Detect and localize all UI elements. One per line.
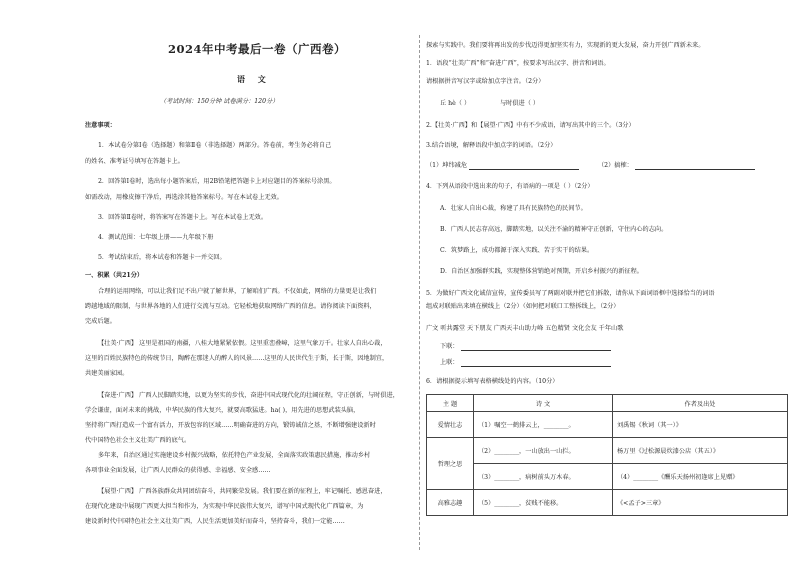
exam-title: 2024年中考最后一卷（广西卷） <box>168 42 347 56</box>
question-3-label-a: （1）坤纬减危 <box>426 162 468 169</box>
couplet-lower-label: 下联： <box>440 343 459 350</box>
note-line: 如需改动，用橡皮擦干净后，再选涂其他答案标号。写在本试卷上无效。 <box>85 194 283 201</box>
answer-blank[interactable] <box>635 169 755 170</box>
column-header: 作者及出处 <box>613 395 788 412</box>
column-header: 主 题 <box>427 395 474 412</box>
couplet-upper <box>440 359 611 367</box>
table-cell[interactable]: （2）________，一山放出一山拦。 <box>474 438 613 464</box>
exam-info: （考试时间：150分钟 试卷满分：120分） <box>160 98 279 105</box>
column-header: 诗 文 <box>474 395 613 412</box>
answer-blank[interactable] <box>461 366 611 367</box>
passage-line: 【壮美·广西】 这里是祖国的南疆，八桂大地紧紧依偎。这里重峦叠嶂，这里气象万千。壮家人自出心裁， <box>98 340 387 347</box>
question-2: 2.【壮美·广西】和【展望·广西】中有不少成语，请写出其中的三个。（3分） <box>426 122 635 129</box>
intro-line: 完成后题。 <box>85 318 116 325</box>
note-line: 5．考试结束后，将本试卷和答题卡一并交回。 <box>98 254 226 261</box>
question-1-item-a: 丘 hè（ ） <box>440 100 471 107</box>
passage-line: 各项事业全面发展，让广西人民群众的获得感、幸福感、安全感…… <box>85 467 271 474</box>
passage-line: 【展望·广西】 广西各族群众共同团结奋斗，共同繁荣发展。我们要在新的征程上，牢记嘱托、感恩奋进， <box>98 488 387 495</box>
section-heading: 一、积累（共21分） <box>85 272 144 279</box>
note-line: 1．本试卷分第Ⅰ卷（选择题）和第Ⅱ卷（非选择题）两部分。答卷前，考生务必将自己 <box>98 142 332 149</box>
note-line: 2．回答第Ⅰ卷时，选出每小题答案后，用2B铅笔把答题卡上对应题目的答案标号涂黑。 <box>98 178 336 185</box>
column-divider <box>419 35 420 550</box>
note-line: 3．回答第Ⅱ卷时，将答案写在答题卡上。写在本试卷上无效。 <box>98 214 268 221</box>
passage-line: 多年来，自治区通过实施建设乡村振兴战略，依托特色产业发展，全面落实政策惠民措施，推动乡村 <box>98 452 371 459</box>
subject-name: 语 文 <box>237 74 271 84</box>
intro-line: 合理的运用网络，可以让我们足不出户就了解世界，了解咱们广西。不仅如此，网络的力量更是让我们 <box>98 288 377 295</box>
table-cell: 杨万里《过松源晨炊漆公店（其五）》 <box>613 438 788 464</box>
table-cell: 《<孟子>三章》 <box>613 490 788 516</box>
table-cell[interactable]: （3）________，病树前头万木春。 <box>474 464 613 490</box>
passage-line: 在现代化建设中展现广西更大担当和作为，为实现中华民族伟大复兴，谱写中国式现代化广西篇章，为 <box>85 503 364 510</box>
table-cell: 高雅志趣 <box>427 490 474 516</box>
note-line: 的姓名、准考证号填写在答题卡上。 <box>85 158 184 165</box>
passage-line: 坚持将广西打造成一个富有活力，开放包容的区域……明确奋进的方向，锻铸诚信之基，不断增强建设新时 <box>85 422 376 429</box>
word-bank: 广文 听共露堂 天下朋友 广西天丰山助力峰 五色精贤 文化会友 千年山歌 <box>426 325 624 332</box>
note-line: 4．测试范围：七年级上册——九年级下册 <box>98 234 214 241</box>
question-3-item-b <box>598 162 755 170</box>
passage-line: 共建美丽家园。 <box>85 370 129 377</box>
notes-heading: 注意事项： <box>85 122 116 129</box>
passage-line: 这里的百姓民族特色的传统节日，陶醉在那迷人的醉人的风景……这里的人民世代生于斯，长于斯，因地制宜， <box>85 355 389 362</box>
passage-line: 学会谦虚，面对未来的挑战，中华民族的伟大复兴，就要高歌猛进。ha( )，用先进的思想武装头脑， <box>85 407 360 414</box>
option-b[interactable]: B．广西人民志存高远，脚踏实地，以关注不渝的精神守正创新，守住内心的志向。 <box>440 226 668 233</box>
table-cell[interactable]: （4）________《酬乐天扬州初逢席上见赠》 <box>613 464 788 490</box>
option-d[interactable]: D．自治区加强群实践，实现整体营销绝对预期，开启乡村振兴的新征程。 <box>440 268 643 275</box>
table-row <box>427 490 788 516</box>
table-cell: 刘禹锡《秋词（其一）》 <box>613 412 788 438</box>
question-5: 5．为做好广西文化诚信宣传，宣传委员写了两副对联并把它们拆散，请你从下面词语框中选择恰当的词语 <box>426 290 715 297</box>
question-3-item-a <box>426 162 579 170</box>
table-header-row <box>427 395 788 412</box>
question-1-sub: 请根据拼音写汉字或给加点字注音。（2分） <box>426 78 545 85</box>
table-row <box>427 464 788 490</box>
question-3: 3.结合语境，解释语段中加点字的词语。（2分） <box>426 142 557 149</box>
table-row <box>427 438 788 464</box>
intro-line: 跨越地域的限制，与世界各地的人们进行交流与互动。它轻松地获取网络广西的信息。请你阅读下面资料， <box>85 303 376 310</box>
option-c[interactable]: C．筑梦路上，成功都源于深入实践、苦于实干的结果。 <box>440 247 594 254</box>
question-1: 1．语段“壮美广西”和“奋进广西”，按要求写出汉字、拼音和词语。 <box>426 60 610 67</box>
passage-line: 建设新时代中国特色社会主义壮美广西，人民生活更加美好而奋斗，坚持奋斗，我们一定能…… <box>85 518 345 525</box>
couplet-lower <box>440 343 611 351</box>
table-row <box>427 412 788 438</box>
table-cell[interactable]: （1）嘱空一鹤排云上，________。 <box>474 412 613 438</box>
poem-table <box>426 394 788 516</box>
answer-blank[interactable] <box>469 169 579 170</box>
passage-continuation: 探索与实践中。我们要将再出发的步伐迈得更加坚实有力，实现新的更大发展，奋力开创广西新未来。 <box>426 42 705 49</box>
passage-line: 【奋进·广西】 广西人民脚踏实地，以更为坚实的步伐，奋进中国式现代化的壮阔征程，守正创新，与时俱进， <box>98 392 399 399</box>
table-cell: 爱情壮志 <box>427 412 474 438</box>
question-6: 6．请根据提示填写表格横线处的内容。（10分） <box>426 378 559 385</box>
question-3-label-b: （2）搞榷： <box>598 162 633 169</box>
answer-blank[interactable] <box>461 350 611 351</box>
table-cell[interactable]: （5）________，贫贱不能移。 <box>474 490 613 516</box>
passage-line: 代中国特色社会主义壮美广西的底气。 <box>85 437 191 444</box>
question-1-item-b: 与时俱进（ ） <box>500 100 540 107</box>
table-cell: 哲理之思 <box>427 438 474 490</box>
couplet-upper-label: 上联： <box>440 359 459 366</box>
option-a[interactable]: A．壮家人自出心裁，称建了具有民族特色的民间节。 <box>440 205 587 212</box>
question-4: 4．下列从语段中选出来的句子，有语病的一项是（ ）（2分） <box>426 183 594 190</box>
question-5-cont: 组成对联贴出来填在横线上（2分）（如何把对联口工整拆线上，（2分） <box>426 303 620 310</box>
